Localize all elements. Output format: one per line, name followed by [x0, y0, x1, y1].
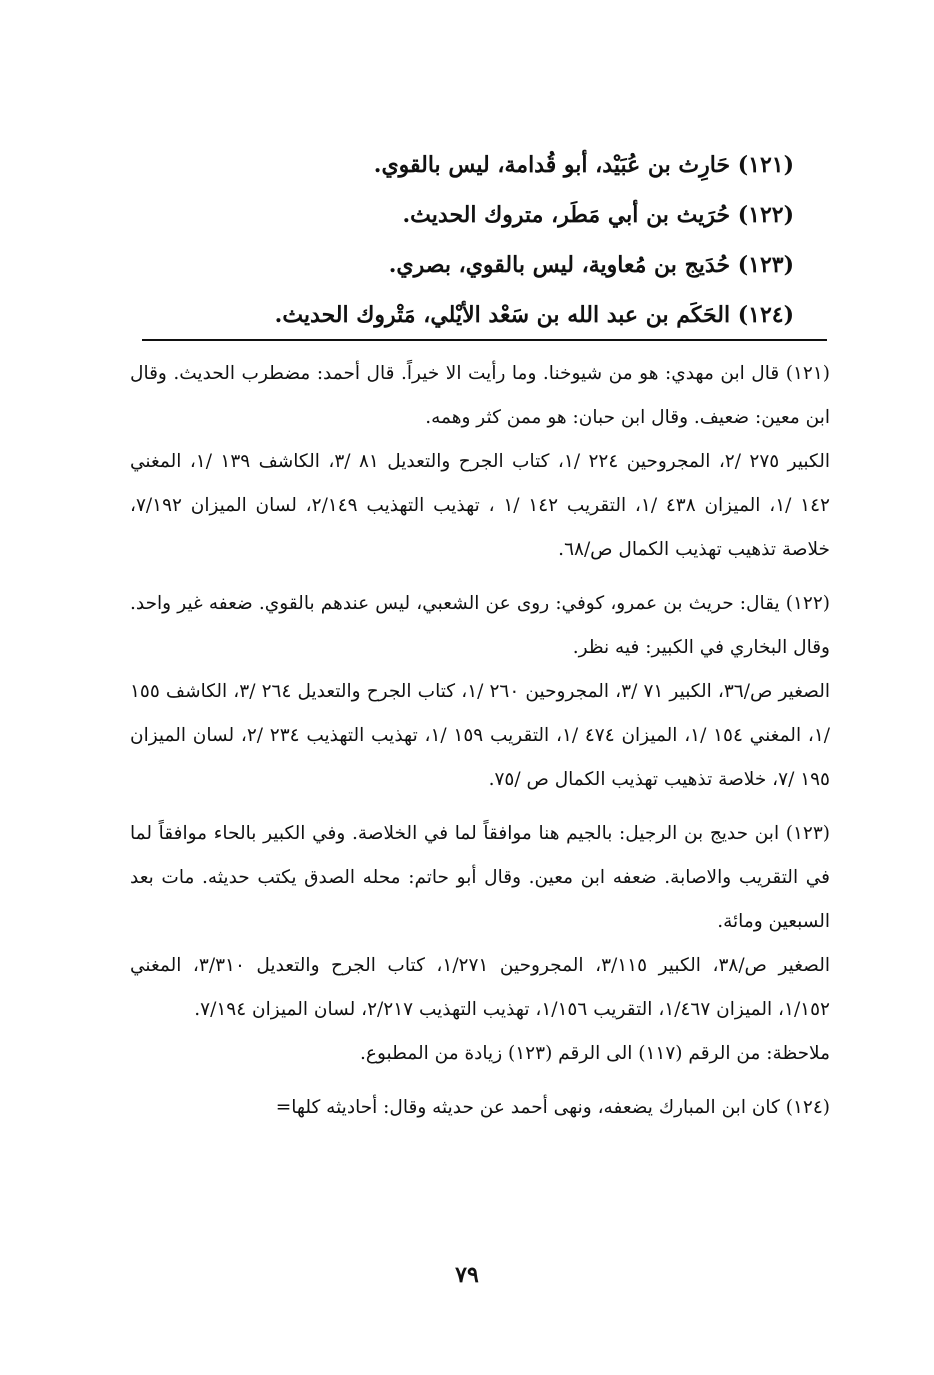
footnote-divider [142, 339, 827, 341]
narrator-entries [234, 140, 794, 340]
entry-122: (١٢٢) حُرَيث بن أبي مَطَر، متروك الحديث. [402, 202, 794, 228]
footnote-121-sources: الكبير ٢٧٥ /٢، المجروحين ٢٢٤ /١، كتاب الجرح والتعديل ٨١ /٣، الكاشف ١٣٩ /١، المغني ١٤٢ /١، الميزان ٤٣٨ /١، التقريب ١٤٢ /١ ، تهذيب التهذيب ٢/١٤٩، لسان الميزان ٧/١٩٢، خلاصة تذهيب تهذيب الكمال ص/٦٨. [130, 451, 831, 560]
footnote-122-text: (١٢٢) يقال: حريث بن عمرو، كوفي: روى عن الشعبي، ليس عندهم بالقوي. ضعفه غير واحد. وقال البخاري في الكبير: فيه نظر. [130, 593, 830, 658]
footnotes [130, 352, 830, 1130]
footnote-124-text: (١٢٤) كان ابن المبارك يضعفه، ونهى أحمد عن حديثه وقال: أحاديثه كلها= [275, 1097, 830, 1118]
footnote-122-sources: الصغير ص/٣٦، الكبير ٧١ /٣، المجروحين ٢٦٠ /١، كتاب الجرح والتعديل ٢٦٤ /٣، الكاشف ١٥٥ /١، المغني ١٥٤ /١، الميزان ٤٧٤ /١، التقريب ١٥٩ /١، تهذيب التهذيب ٢٣٤ /٢، لسان الميزان ١٩٥ /٧، خلاصة تذهيب تهذيب الكمال ص /٧٥. [130, 681, 830, 790]
entry-123: (١٢٣) حُدَيج بن مُعاوية، ليس بالقوي، بصري. [388, 252, 794, 278]
entry-124: (١٢٤) الحَكَم بن عبد الله بن سَعْد الأيْلي، مَتْروك الحديث. [274, 302, 794, 328]
footnote-123-text: (١٢٣) ابن حديج بن الرجيل: بالجيم هنا موافقاً لما في الخلاصة. وفي الكبير بالحاء موافقاً لما في التقريب والاصابة. ضعفه ابن معين. وقال أبو حاتم: محله الصدق يكتب حديثه. مات بعد السبعين ومائة. [130, 823, 830, 932]
page-number: ٧٩ [455, 1262, 479, 1288]
footnote-123-sources: الصغير ص/٣٨، الكبير ٣/١١٥، المجروحين ١/٢٧١، كتاب الجرح والتعديل ٣/٣١٠، المغني ١/١٥٢، الميزان ١/٤٦٧، التقريب ١/١٥٦، تهذيب التهذيب ٢/٢١٧، لسان الميزان ٧/١٩٤. [130, 955, 830, 1020]
footnote-123-remark: ملاحظة: من الرقم (١١٧) الى الرقم (١٢٣) زيادة من المطبوع. [360, 1043, 830, 1064]
entry-121: (١٢١) حَارِث بن عُبَيْد، أبو قُدامة، ليس بالقوي. [373, 152, 794, 178]
footnote-121-text: (١٢١) قال ابن مهدي: هو من شيوخنا. وما رأيت الا خيراً. قال أحمد: مضطرب الحديث. وقال ابن معين: ضعيف. وقال ابن حبان: هو ممن كثر وهمه. [130, 363, 830, 428]
